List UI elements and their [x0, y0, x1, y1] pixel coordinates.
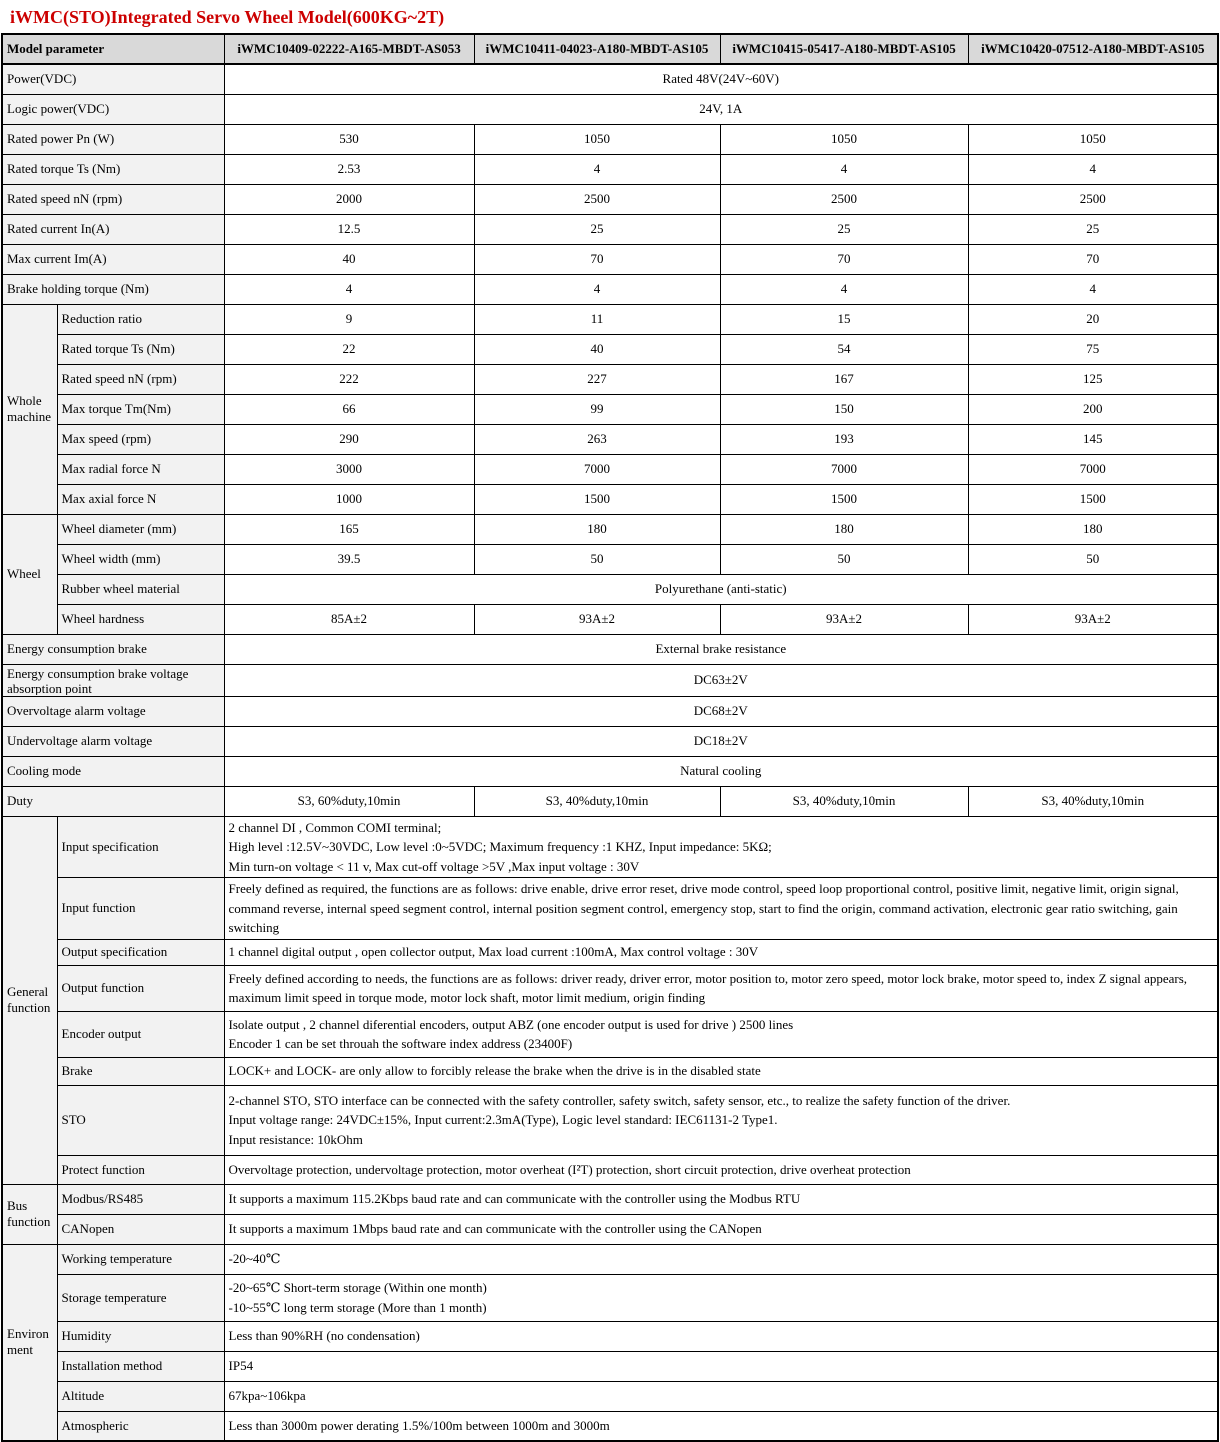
cell-span-text: IP54 [224, 1351, 1218, 1381]
table-row [2, 1411, 1218, 1441]
group-label: Bus function [2, 1184, 57, 1244]
header-model-parameter: Model parameter [2, 34, 224, 64]
cell-span-text: Freely defined as required, the functions are as follows: drive enable, drive error reset, drive mode control, speed loop proportional control, positive limit, negative limit, origin signal, command reverse, internal speed segment control, internal position segment control, emergency stop, start to find the origin, command activation, electronic gear ratio switching, gain switching [224, 878, 1218, 940]
table-row [2, 696, 1218, 726]
cell-span-text: 67kpa~106kpa [224, 1381, 1218, 1411]
cell-text-line: -10~55℃ long term storage (More than 1 month) [228, 1299, 487, 1315]
row-label: Max speed (rpm) [57, 424, 224, 454]
cell-span-text: Less than 90%RH (no condensation) [224, 1321, 1218, 1351]
cell-value: 12.5 [224, 214, 474, 244]
cell-value: 54 [720, 334, 968, 364]
cell-value: 125 [968, 364, 1218, 394]
cell-value: 9 [224, 304, 474, 334]
cell-value: 1500 [474, 484, 720, 514]
cell-value: 4 [224, 274, 474, 304]
cell-span-value: DC63±2V [224, 664, 1218, 696]
row-label: Humidity [57, 1321, 224, 1351]
row-label: Rated current In(A) [2, 214, 224, 244]
table-row [2, 878, 1218, 940]
row-label: CANopen [57, 1214, 224, 1244]
cell-span-text [224, 1274, 1218, 1321]
row-label: Overvoltage alarm voltage [2, 696, 224, 726]
row-label: Wheel diameter (mm) [57, 514, 224, 544]
cell-value: 1050 [720, 124, 968, 154]
cell-span-text: LOCK+ and LOCK- are only allow to forcibly release the brake when the drive is in the disabled state [224, 1057, 1218, 1085]
table-row [2, 124, 1218, 154]
cell-span-value: Polyurethane (anti-static) [224, 574, 1218, 604]
cell-value: 4 [474, 274, 720, 304]
cell-span-value: DC68±2V [224, 696, 1218, 726]
group-label: Wheel [2, 514, 57, 634]
row-label: Brake holding torque (Nm) [2, 274, 224, 304]
cell-text-line: 2 channel DI , Common COMI terminal; [228, 819, 442, 835]
row-label: Wheel hardness [57, 604, 224, 634]
table-row [2, 544, 1218, 574]
cell-value: S3, 40%duty,10min [968, 786, 1218, 816]
table-row [2, 484, 1218, 514]
table-row [2, 244, 1218, 274]
cell-value: 7000 [968, 454, 1218, 484]
cell-text-line: 2-channel STO, STO interface can be connected with the safety controller, safety switch, safety sensor, etc., to realize the safety function of the driver. [228, 1092, 1011, 1108]
cell-text-line: Isolate output , 2 channel diferential encoders, output ABZ (one encoder output is used for drive ) 2500 lines [228, 1016, 794, 1032]
table-row [2, 1085, 1218, 1155]
cell-text-line: -20~65℃ Short-term storage (Within one month) [228, 1280, 487, 1295]
table-row [2, 816, 1218, 878]
cell-value: 7000 [720, 454, 968, 484]
row-label: Max current Im(A) [2, 244, 224, 274]
cell-span-value: Natural cooling [224, 756, 1218, 786]
cell-value: 50 [720, 544, 968, 574]
cell-value: 25 [968, 214, 1218, 244]
cell-value: 7000 [474, 454, 720, 484]
table-row [2, 214, 1218, 244]
table-row [2, 664, 1218, 696]
table-row [2, 1381, 1218, 1411]
cell-value: 15 [720, 304, 968, 334]
cell-value: 20 [968, 304, 1218, 334]
row-label: Installation method [57, 1351, 224, 1381]
cell-value: 180 [474, 514, 720, 544]
row-label: Max radial force N [57, 454, 224, 484]
cell-span-value: External brake resistance [224, 634, 1218, 664]
cell-value: S3, 40%duty,10min [720, 786, 968, 816]
cell-text-line: High level :12.5V~30VDC, Low level :0~5VDC; Maximum frequency :1 KHZ, Input impedance: 5KΩ; [228, 839, 772, 854]
cell-value: 1500 [720, 484, 968, 514]
row-label: Brake [57, 1057, 224, 1085]
cell-value: 50 [474, 544, 720, 574]
cell-text-line: Input voltage range: 24VDC±15%, Input current:2.3mA(Type), Logic level standard: IEC61131-2 Type1. [228, 1112, 778, 1128]
table-row [2, 454, 1218, 484]
cell-span-value: 24V, 1A [224, 94, 1218, 124]
table-row [2, 424, 1218, 454]
table-row [2, 1214, 1218, 1244]
cell-span-text: -20~40℃ [224, 1244, 1218, 1274]
cell-value: 290 [224, 424, 474, 454]
cell-value: 70 [474, 244, 720, 274]
row-label: Output function [57, 965, 224, 1011]
row-label: Input function [57, 878, 224, 940]
cell-value: 2500 [968, 184, 1218, 214]
cell-value: 11 [474, 304, 720, 334]
cell-value: S3, 60%duty,10min [224, 786, 474, 816]
cell-value: 85A±2 [224, 604, 474, 634]
spec-table [1, 33, 1219, 1442]
spec-table-body [2, 34, 1218, 1441]
header-model-column: iWMC10415-05417-A180-MBDT-AS105 [720, 34, 968, 64]
cell-value: 165 [224, 514, 474, 544]
cell-value: 25 [474, 214, 720, 244]
table-row [2, 965, 1218, 1011]
table-row [2, 514, 1218, 544]
table-row [2, 64, 1218, 94]
row-label: STO [57, 1085, 224, 1155]
table-row [2, 334, 1218, 364]
row-label: Cooling mode [2, 756, 224, 786]
cell-value: 150 [720, 394, 968, 424]
cell-span-value: Rated 48V(24V~60V) [224, 64, 1218, 94]
row-label: Atmospheric [57, 1411, 224, 1441]
page-title: iWMC(STO)Integrated Servo Wheel Model(600KG~2T) [10, 7, 445, 27]
cell-value: 3000 [224, 454, 474, 484]
group-label: Environ ment [2, 1244, 57, 1441]
table-row [2, 726, 1218, 756]
cell-value: 2500 [474, 184, 720, 214]
cell-span-text: Freely defined according to needs, the functions are as follows: driver ready, driver error, motor position to, motor zero speed, motor lock brake, motor speed to, index Z signal appears, maximum limit speed in torque mode, motor lock shaft, motor limit medium, origin finding [224, 965, 1218, 1011]
table-row [2, 1274, 1218, 1321]
cell-span-text [224, 1011, 1218, 1057]
table-row [2, 1011, 1218, 1057]
cell-value: 1500 [968, 484, 1218, 514]
cell-value: 167 [720, 364, 968, 394]
cell-value: 93A±2 [474, 604, 720, 634]
row-label: Reduction ratio [57, 304, 224, 334]
row-label-lines [7, 666, 220, 695]
cell-value: 99 [474, 394, 720, 424]
cell-value: 145 [968, 424, 1218, 454]
table-row [2, 364, 1218, 394]
table-row [2, 1155, 1218, 1184]
cell-span-text: It supports a maximum 1Mbps baud rate and can communicate with the controller using the CANopen [224, 1214, 1218, 1244]
cell-value: 1050 [968, 124, 1218, 154]
table-row [2, 1321, 1218, 1351]
cell-value: 4 [720, 274, 968, 304]
row-label: Rated torque Ts (Nm) [2, 154, 224, 184]
cell-span-text [224, 1085, 1218, 1155]
cell-value: 70 [720, 244, 968, 274]
table-row [2, 604, 1218, 634]
cell-text-line: Min turn-on voltage < 11 v, Max cut-off voltage >5V ,Max input voltage : 30V [228, 858, 640, 874]
header-model-column: iWMC10411-04023-A180-MBDT-AS105 [474, 34, 720, 64]
row-label: Duty [2, 786, 224, 816]
cell-value: 70 [968, 244, 1218, 274]
row-label: Rated speed nN (rpm) [57, 364, 224, 394]
table-row [2, 1244, 1218, 1274]
table-row [2, 634, 1218, 664]
table-row [2, 94, 1218, 124]
cell-span-text: It supports a maximum 115.2Kbps baud rate and can communicate with the controller using the Modbus RTU [224, 1184, 1218, 1214]
cell-value: 39.5 [224, 544, 474, 574]
cell-value: 93A±2 [968, 604, 1218, 634]
cell-value: 2500 [720, 184, 968, 214]
table-row [2, 184, 1218, 214]
table-row [2, 304, 1218, 334]
cell-value: 180 [720, 514, 968, 544]
cell-span-text: Less than 3000m power derating 1.5%/100m between 1000m and 3000m [224, 1411, 1218, 1441]
row-label: Energy consumption brake [2, 634, 224, 664]
row-label: Rubber wheel material [57, 574, 224, 604]
row-label: Rated speed nN (rpm) [2, 184, 224, 214]
table-row [2, 939, 1218, 965]
cell-span-text: Overvoltage protection, undervoltage protection, motor overheat (I²T) protection, short circuit protection, drive overheat protection [224, 1155, 1218, 1184]
table-row [2, 786, 1218, 816]
row-label: Encoder output [57, 1011, 224, 1057]
cell-span-text [224, 816, 1218, 878]
row-label: Rated power Pn (W) [2, 124, 224, 154]
cell-value: 530 [224, 124, 474, 154]
row-label: Protect function [57, 1155, 224, 1184]
cell-value: 4 [720, 154, 968, 184]
row-label: Output specification [57, 939, 224, 965]
row-label: Storage temperature [57, 1274, 224, 1321]
table-row [2, 1184, 1218, 1214]
cell-span-text: 1 channel digital output , open collector output, Max load current :100mA, Max control voltage : 30V [224, 939, 1218, 965]
row-label: Wheel width (mm) [57, 544, 224, 574]
cell-value: 50 [968, 544, 1218, 574]
header-row [2, 34, 1218, 64]
cell-value: 227 [474, 364, 720, 394]
table-row [2, 1351, 1218, 1381]
cell-value: 263 [474, 424, 720, 454]
cell-value: S3, 40%duty,10min [474, 786, 720, 816]
row-label: Max axial force N [57, 484, 224, 514]
cell-value: 25 [720, 214, 968, 244]
table-row [2, 394, 1218, 424]
cell-value: 4 [474, 154, 720, 184]
cell-value: 1050 [474, 124, 720, 154]
group-label: General function [2, 816, 57, 1184]
row-label-line: Energy consumption brake voltage [7, 665, 189, 681]
row-label: Working temperature [57, 1244, 224, 1274]
row-label: Input specification [57, 816, 224, 878]
row-label: Power(VDC) [2, 64, 224, 94]
cell-value: 222 [224, 364, 474, 394]
row-label-line: absorption point [7, 680, 92, 695]
table-row [2, 756, 1218, 786]
cell-text-line: Input resistance: 10kOhm [228, 1131, 363, 1147]
cell-value: 40 [224, 244, 474, 274]
cell-value: 200 [968, 394, 1218, 424]
table-row [2, 574, 1218, 604]
cell-value: 180 [968, 514, 1218, 544]
row-label [2, 664, 224, 696]
cell-value: 1000 [224, 484, 474, 514]
cell-value: 2000 [224, 184, 474, 214]
cell-value: 93A±2 [720, 604, 968, 634]
header-model-column: iWMC10420-07512-A180-MBDT-AS105 [968, 34, 1218, 64]
cell-value: 2.53 [224, 154, 474, 184]
cell-value: 22 [224, 334, 474, 364]
cell-value: 193 [720, 424, 968, 454]
cell-span-value: DC18±2V [224, 726, 1218, 756]
table-row [2, 274, 1218, 304]
row-label: Logic power(VDC) [2, 94, 224, 124]
row-label: Rated torque Ts (Nm) [57, 334, 224, 364]
cell-value: 75 [968, 334, 1218, 364]
table-row [2, 154, 1218, 184]
row-label: Modbus/RS485 [57, 1184, 224, 1214]
cell-value: 66 [224, 394, 474, 424]
row-label: Altitude [57, 1381, 224, 1411]
cell-text-line: Encoder 1 can be set throuah the software index address (23400F) [228, 1036, 573, 1051]
row-label: Max torque Tm(Nm) [57, 394, 224, 424]
cell-value: 40 [474, 334, 720, 364]
cell-value: 4 [968, 154, 1218, 184]
header-model-column: iWMC10409-02222-A165-MBDT-AS053 [224, 34, 474, 64]
row-label: Undervoltage alarm voltage [2, 726, 224, 756]
table-row [2, 1057, 1218, 1085]
group-label: Whole machine [2, 304, 57, 514]
cell-value: 4 [968, 274, 1218, 304]
